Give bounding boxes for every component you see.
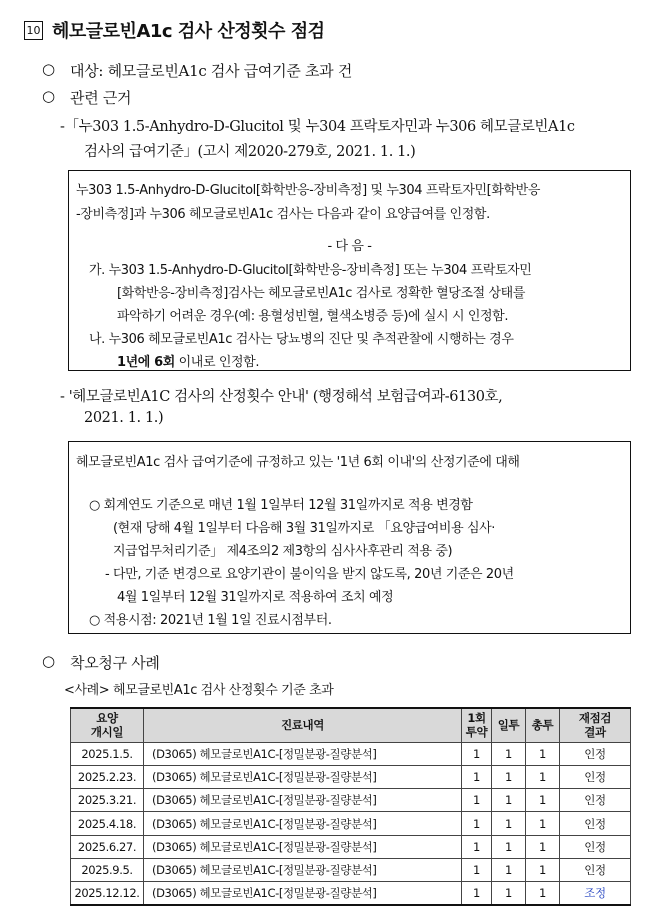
cell-dose: 1	[462, 858, 492, 881]
table-header-row	[71, 708, 631, 742]
notice2-line2: 2021. 1. 1.)	[84, 410, 164, 426]
box1-intro-line2: -장비측정]과 누306 헤모글로빈A1c 검사는 다음과 같이 요양급여를 인정함.	[76, 207, 490, 222]
cases-title: 착오청구 사례	[70, 654, 160, 672]
table-row	[71, 789, 631, 812]
cell-result-adjusted: 조정	[560, 882, 631, 905]
cell-result: 인정	[560, 742, 631, 765]
cell-daily: 1	[492, 835, 526, 858]
notice1-line2: 검사의 급여기준」(고시 제2020-279호, 2021. 1. 1.)	[84, 144, 416, 160]
notice1-line1: -「누303 1.5-Anhydro-D-Glucitol 및 누304 프락토자민과 누306 헤모글로빈A1c	[60, 119, 575, 135]
table-row	[71, 812, 631, 835]
cell-result: 인정	[560, 812, 631, 835]
cell-daily: 1	[492, 858, 526, 881]
cell-date: 2025.2.23.	[71, 765, 144, 788]
col-header-dose: 1회 투약	[462, 708, 492, 742]
section-title: 헤모글로빈A1c 검사 산정횟수 점검	[52, 21, 325, 42]
box2-p2-line2: 4월 1일부터 12월 31일까지로 적용하여 조치 예정	[117, 590, 394, 605]
cell-dose: 1	[462, 765, 492, 788]
cell-date: 2025.4.18.	[71, 812, 144, 835]
box1-intro-line1: 누303 1.5-Anhydro-D-Glucitol[화학반응-장비측정] 및 누304 프락토자민[화학반응	[76, 183, 540, 198]
cell-description: (D3065) 헤모글로빈A1C-[정밀분광-질량분석]	[144, 789, 462, 812]
cases-table	[70, 707, 631, 906]
cell-result: 인정	[560, 789, 631, 812]
box1-item-b-bold: 1년에 6회	[117, 355, 175, 370]
col-header-total: 총투	[526, 708, 560, 742]
table-row	[71, 765, 631, 788]
col-header-daily: 일투	[492, 708, 526, 742]
cell-description: (D3065) 헤모글로빈A1C-[정밀분광-질량분석]	[144, 812, 462, 835]
box1-item-b-line1: 나. 누306 헤모글로빈A1c 검사는 당뇨병의 진단 및 추적관찰에 시행하는 경우	[89, 332, 514, 347]
target-text: 대상: 헤모글로빈A1c 검사 급여기준 초과 건	[70, 62, 353, 80]
cell-daily: 1	[492, 812, 526, 835]
cases-subtitle: <사례> 헤모글로빈A1c 검사 산정횟수 기준 초과	[64, 683, 334, 698]
cell-date: 2025.1.5.	[71, 742, 144, 765]
box1-center-heading: - 다 음 -	[327, 239, 372, 254]
box1-item-a-line2: [화학반응-장비측정]검사는 헤모글로빈A1c 검사로 정확한 혈당조절 상태를	[117, 286, 525, 301]
table-row	[71, 882, 631, 905]
cell-dose: 1	[462, 742, 492, 765]
notice2-line1: - '헤모글로빈A1C 검사의 산정횟수 안내' (행정해석 보험급여과-6130호,	[60, 389, 503, 405]
cell-total: 1	[526, 765, 560, 788]
box1-item-a-line1: 가. 누303 1.5-Anhydro-D-Glucitol[화학반응-장비측정] 또는 누304 프락토자민	[89, 263, 532, 278]
cell-description: (D3065) 헤모글로빈A1C-[정밀분광-질량분석]	[144, 765, 462, 788]
box1-item-b-line2	[117, 351, 259, 370]
box2-p2-line1: - 다만, 기준 변경으로 요양기관이 불이익을 받지 않도록, 20년 기준은 20년	[105, 567, 514, 582]
cell-description: (D3065) 헤모글로빈A1C-[정밀분광-질량분석]	[144, 882, 462, 905]
cell-result: 인정	[560, 835, 631, 858]
cell-date: 2025.9.5.	[71, 858, 144, 881]
cell-description: (D3065) 헤모글로빈A1C-[정밀분광-질량분석]	[144, 858, 462, 881]
cell-result: 인정	[560, 858, 631, 881]
cell-result: 인정	[560, 765, 631, 788]
table-row	[71, 742, 631, 765]
box1-item-b-rest: 이내로 인정함.	[174, 355, 260, 370]
col-header-start-date: 요양 개시일	[71, 708, 144, 742]
cell-dose: 1	[462, 812, 492, 835]
cell-dose: 1	[462, 789, 492, 812]
cell-total: 1	[526, 742, 560, 765]
cases-bullet: ○	[42, 652, 55, 670]
interpretation-box	[68, 441, 631, 634]
table-row	[71, 858, 631, 881]
cell-daily: 1	[492, 765, 526, 788]
box2-p1-line3: 지급업무처리기준」 제4조의2 제3항의 심사사후관리 적용 중)	[113, 544, 453, 559]
box2-p1-line2: (현재 당해 4월 1일부터 다음해 3월 31일까지로 「요양급여비용 심사·	[113, 521, 496, 536]
table-row	[71, 835, 631, 858]
col-header-description: 진료내역	[144, 708, 462, 742]
cell-daily: 1	[492, 882, 526, 905]
cell-total: 1	[526, 812, 560, 835]
cell-daily: 1	[492, 742, 526, 765]
cell-dose: 1	[462, 882, 492, 905]
target-bullet: ○	[42, 60, 55, 78]
cell-total: 1	[526, 882, 560, 905]
cell-date: 2025.12.12.	[71, 882, 144, 905]
cell-date: 2025.6.27.	[71, 835, 144, 858]
cell-total: 1	[526, 858, 560, 881]
cell-daily: 1	[492, 789, 526, 812]
cell-total: 1	[526, 835, 560, 858]
box2-intro: 헤모글로빈A1c 검사 급여기준에 규정하고 있는 '1년 6회 이내'의 산정기준에 대해	[76, 455, 520, 470]
cell-date: 2025.3.21.	[71, 789, 144, 812]
cell-total: 1	[526, 789, 560, 812]
box2-p1-line1: ○ 회계연도 기준으로 매년 1월 1일부터 12월 31일까지로 적용 변경함	[89, 498, 473, 513]
regulation-box	[68, 170, 631, 371]
basis-bullet: ○	[42, 87, 55, 105]
cell-description: (D3065) 헤모글로빈A1C-[정밀분광-질량분석]	[144, 835, 462, 858]
cell-description: (D3065) 헤모글로빈A1C-[정밀분광-질량분석]	[144, 742, 462, 765]
section-number-box: 10	[24, 21, 43, 40]
col-header-result: 재점검 결과	[560, 708, 631, 742]
box1-item-a-line3: 파악하기 어려운 경우(예: 용혈성빈혈, 혈색소병증 등)에 실시 시 인정함.	[117, 309, 509, 324]
cell-dose: 1	[462, 835, 492, 858]
box2-p3: ○ 적용시점: 2021년 1월 1일 진료시점부터.	[89, 613, 332, 628]
basis-heading: 관련 근거	[70, 89, 132, 107]
